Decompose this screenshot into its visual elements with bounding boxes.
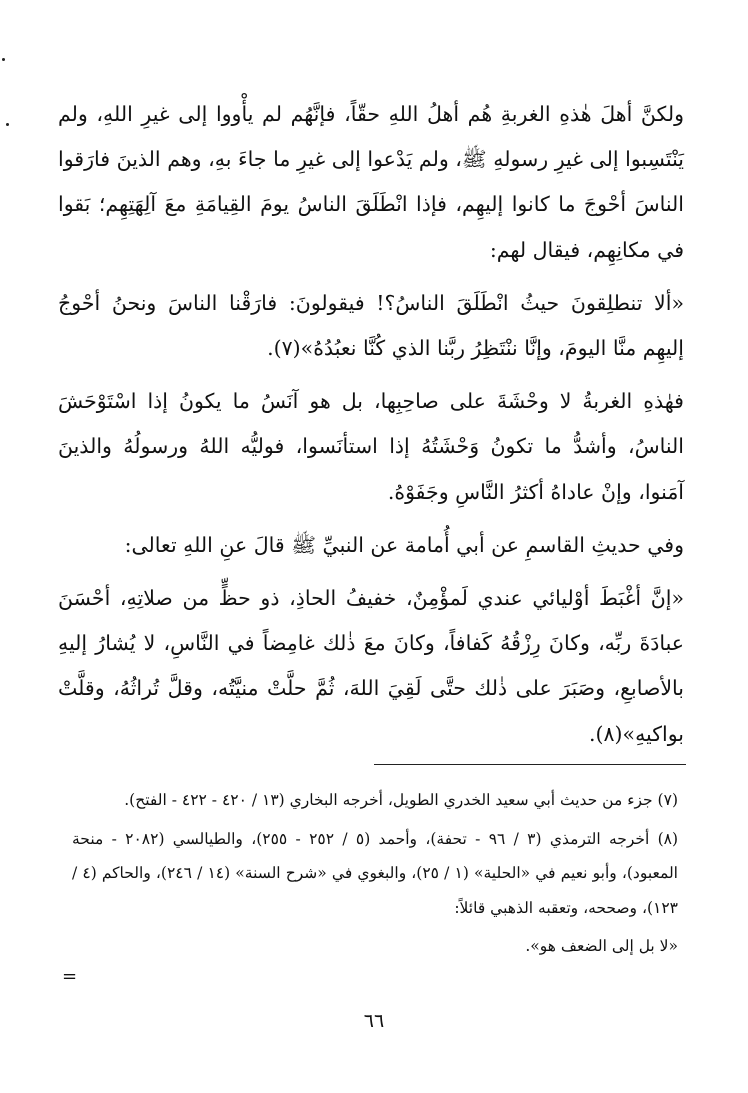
- paragraph: فهٰذهِ الغربةُ لا وحْشَةَ على صاحِبِها، بل هو آنَسُ ما يكونُ إذا اسْتَوْحَشَ الناسُ، وأشدُّ ما تكونُ وَحْشَتُهُ إذا استأنَسوا، فوليُّه اللهُ ورسولُهُ والذينَ آمَنوا، وإنْ عاداهُ أكثرُ النَّاسِ وجَفَوْهُ.: [58, 389, 684, 504]
- continuation-mark: =: [62, 966, 78, 987]
- margin-dot: [6, 123, 9, 126]
- footnote-divider: [374, 764, 686, 765]
- footnote: (٧) جزء من حديث أبي سعيد الخدري الطويل، أخرجه البخاري (١٣ / ٤٢٠ - ٤٢٢ - الفتح).: [124, 791, 678, 809]
- margin-dot: [2, 58, 5, 61]
- paragraph: «ألا تنطلِقونَ حيثُ انْطَلَقَ الناسُ؟! فيقولونَ: فارَقْنا الناسَ ونحنُ أحْوجُ إليهِم منَّا اليومَ، وإنَّا ننْتَظِرُ ربَّنا الذي كُنَّا نعبُدُهُ»(٧).: [58, 290, 684, 361]
- paragraph: «إنَّ أغْبَطَ أوْليائي عندي لَمؤْمِنٌ، خفيفُ الحاذِ، ذو حظٍّ من صلاتِهِ، أحْسَنَ عبادَةَ ربِّه، وكانَ رِزْقُهُ كَفافاً، وكانَ معَ ذٰلك غامِضاً في النَّاسِ، لا يُشارُ إليهِ بالأصابعِ، وصَبَرَ على ذٰلك حتَّى لَقِيَ اللهَ، ثُمَّ حلَّتْ منيَّتُه، وقلَّ تُراثُهُ، وقلَّتْ بواكيهِ»(٨).: [58, 586, 684, 746]
- footnote: «لا بل إلى الضعف هو».: [525, 937, 678, 955]
- page-number: ٦٦: [363, 1010, 385, 1032]
- footnotes: [72, 783, 678, 968]
- footnote: (٨) أخرجه الترمذي (٣ / ٩٦ - تحفة)، وأحمد (٥ / ٢٥٢ - ٢٥٥)، والطيالسي (٢٠٨٢ - منحة المعبود)، وأبو نعيم في «الحلية» (١ / ٢٥)، والبغوي في «شرح السنة» (١٤ / ٢٤٦)، والحاكم (٤ / ١٢٣)، وصححه، وتعقبه الذهبي قائلاً:: [72, 829, 679, 917]
- main-text: [58, 92, 684, 765]
- paragraph: وفي حديثِ القاسمِ عن أبي أُمامة عن النبيِّ ﷺ قالَ عنِ اللهِ تعالى:: [124, 532, 684, 557]
- paragraph: ولكنَّ أهلَ هٰذهِ الغربةِ هُم أهلُ اللهِ حقّاً، فإنَّهُم لم يأْووا إلى غيرِ اللهِ، ولم يَنْتَسِبوا إلى غيرِ رسولهِ ﷺ، ولم يَدْعوا إلى غيرِ ما جاءَ بهِ، وهم الذينَ فارَقوا الناسَ أحْوجَ ما كانوا إليهِم، فإذا انْطَلَقَ الناسُ يومَ القِيامَةِ معَ آلِهَتِهِم؛ بَقوا في مكانِهِم، فيقال لهم:: [58, 102, 684, 262]
